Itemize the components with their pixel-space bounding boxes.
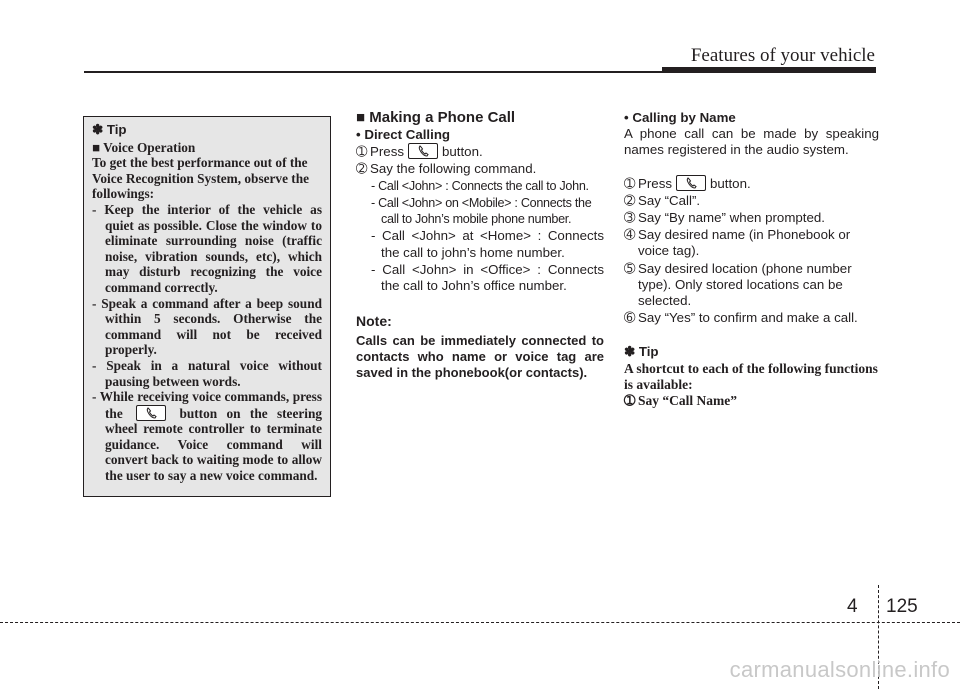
direct-calling-heading: • Direct Calling xyxy=(356,127,451,143)
command-example: - Call <John> on <Mobile> : Connects the call to John’s mobile phone number. xyxy=(371,196,592,227)
phone-button-icon xyxy=(676,175,706,191)
shortcut-tip-item xyxy=(624,393,879,409)
header-rule xyxy=(84,71,662,73)
step-number: ➀ xyxy=(624,392,636,408)
step-text: Say desired location (phone number type). Only stored locations can be selected. xyxy=(638,260,852,309)
step-text: Say “By name” when prompted. xyxy=(638,210,825,226)
name-step xyxy=(624,227,879,259)
tip-item-text-after: button on the steering wheel remote controller to terminate guidance. Voice command will convert back to waiting mode to allow the user to say a new voice command. xyxy=(105,405,323,484)
step-number: ➅ xyxy=(624,310,636,326)
name-step xyxy=(624,310,879,326)
note-body: Calls can be immediately connected to contacts who name or voice tag are saved in the phonebook(or contacts). xyxy=(356,333,604,381)
shortcut-tip-heading: ✽ Tip xyxy=(624,344,659,360)
tip-intro: To get the best performance out of the Voice Recognition System, observe the followings: xyxy=(92,155,310,202)
phone-button-icon xyxy=(136,405,166,421)
command-example: - Call <John> at <Home> : Connects the call to john’s home number. xyxy=(371,228,604,260)
watermark: carmanualsonline.info xyxy=(729,657,950,682)
footer-dashed-rule xyxy=(0,622,960,623)
step-number: ➁ xyxy=(624,192,636,208)
step-number: ➄ xyxy=(624,260,636,276)
note-heading: Note: xyxy=(356,313,392,330)
tip-label: ✽ Tip xyxy=(92,122,127,137)
direct-step-2 xyxy=(356,161,604,177)
step-number: ➀ xyxy=(624,175,636,191)
page-number: 125 xyxy=(886,596,918,617)
shortcut-tip-item-text: Say “Call Name” xyxy=(638,392,737,408)
step-text: Say desired name (in Phonebook or voice tag). xyxy=(638,227,851,259)
header-rule-thick xyxy=(662,67,876,73)
chapter-number: 4 xyxy=(847,596,858,617)
step-text: Say the following command. xyxy=(370,160,537,176)
shortcut-tip-body: A shortcut to each of the following functions is available: xyxy=(624,360,878,392)
calling-by-name-intro: A phone call can be made by speaking names registered in the audio system. xyxy=(624,126,879,158)
tip-item-steering-button xyxy=(92,389,322,484)
phone-button-icon xyxy=(408,143,438,159)
calling-by-name-heading: • Calling by Name xyxy=(624,110,736,125)
name-step xyxy=(624,210,879,226)
name-step xyxy=(624,193,879,209)
tip-item: - Keep the interior of the vehicle as quiet as possible. Close the window to eliminate surrounding noise (traffic noise, vibration sounds, etc), which may disturb recognizing the voice command correctly. xyxy=(92,201,322,295)
step-text-before: Press xyxy=(638,175,672,191)
step-text: Say “Call”. xyxy=(638,192,701,208)
section-title: Features of your vehicle xyxy=(690,45,875,66)
command-example: - Call <John> in <Office> : Connects the call to John’s office number. xyxy=(371,261,604,294)
command-example: - Call <John> : Connects the call to John. xyxy=(371,178,589,193)
calling-by-name-section xyxy=(624,110,879,409)
making-call-section xyxy=(356,110,604,381)
making-call-heading: ■ Making a Phone Call xyxy=(356,109,516,126)
name-step xyxy=(624,261,879,310)
tip-item-text-before: - While receiving voice commands, press the xyxy=(92,389,322,421)
step-number: ➃ xyxy=(624,227,636,243)
tip-box xyxy=(83,116,331,497)
tip-subtitle: ■ Voice Operation xyxy=(92,139,196,155)
direct-step-1 xyxy=(356,143,604,160)
step-number: ➁ xyxy=(356,160,368,176)
step-text: Say “Yes” to confirm and make a call. xyxy=(638,310,858,326)
step-text-after: button. xyxy=(710,175,751,191)
name-step-1 xyxy=(624,175,879,192)
step-text-after: button. xyxy=(442,144,483,160)
step-number: ➂ xyxy=(624,210,636,226)
step-text-before: Press xyxy=(370,144,404,160)
tip-item: - Speak in a natural voice without pausing between words. xyxy=(92,357,322,389)
step-number: ➀ xyxy=(356,144,368,160)
tip-item: - Speak a command after a beep sound within 5 seconds. Otherwise the command will not be received properly. xyxy=(92,295,322,358)
